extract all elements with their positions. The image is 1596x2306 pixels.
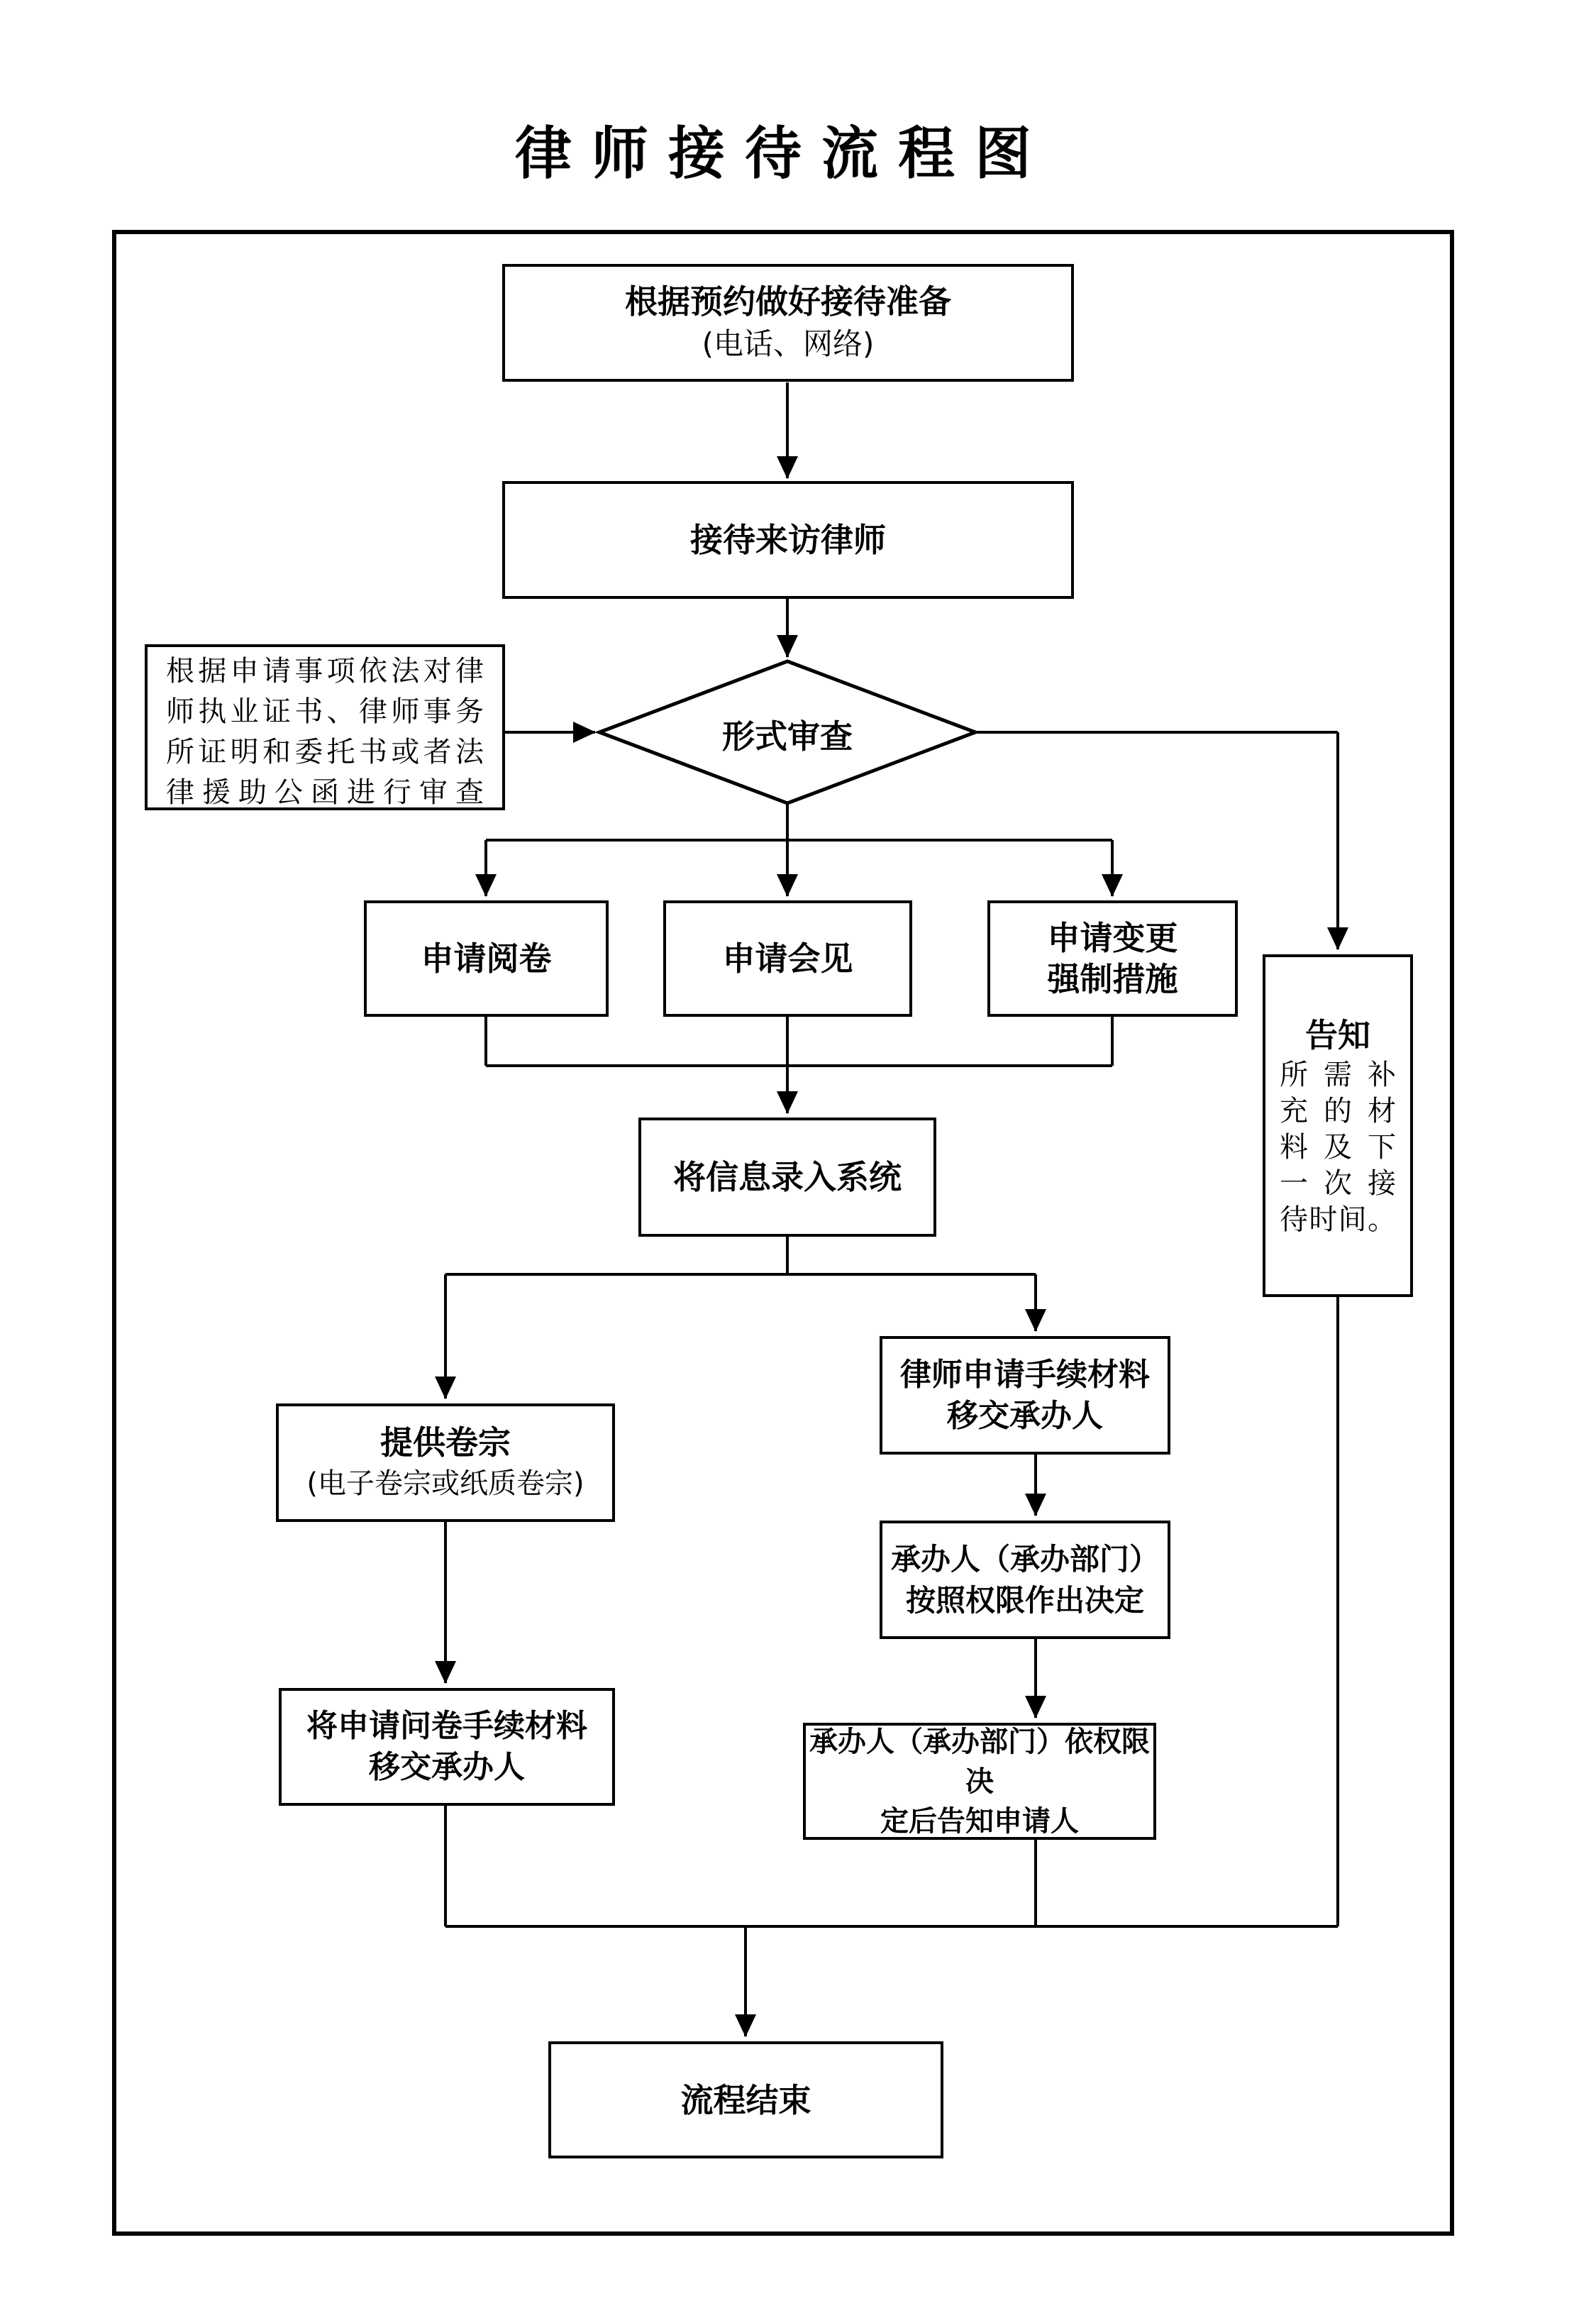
node-apply-change-line1: 申请变更: [1047, 919, 1178, 957]
node-notify-applicant-line1: 承办人（承办部门）依权限决: [809, 1725, 1150, 1798]
review-note-line2: 师执业证书、律师事务: [166, 695, 484, 728]
node-notify-title: 告知: [1305, 1016, 1370, 1054]
node-apply-change-line2: 强制措施: [1047, 960, 1178, 998]
node-transfer-review-line2: 移交承办人: [369, 1749, 525, 1785]
node-make-decision-line2: 按照权限作出决定: [905, 1582, 1144, 1618]
review-note-line1: 根据申请事项依法对律: [166, 655, 484, 688]
node-make-decision-line1: 承办人（承办部门）: [890, 1541, 1159, 1577]
node-prepare-line2: (电话、网络): [702, 326, 875, 361]
node-notify-applicant-line2: 定后告知申请人: [880, 1804, 1079, 1838]
node-end: [548, 2041, 943, 2158]
node-transfer-materials-line1: 律师申请手续材料: [900, 1356, 1150, 1393]
node-provide-files: [276, 1403, 615, 1522]
node-input-system: [638, 1118, 936, 1237]
review-note-line4: 律援助公函进行审查: [166, 776, 484, 809]
node-notify-line2: 充的材: [1280, 1095, 1396, 1127]
node-decision-label: 形式审查: [722, 717, 853, 756]
node-transfer-review: [279, 1688, 615, 1806]
node-provide-files-line1: 提供卷宗: [380, 1423, 511, 1462]
node-transfer-materials: [880, 1336, 1170, 1455]
node-receive: [502, 481, 1074, 599]
node-transfer-review-line1: 将申请问卷手续材料: [306, 1708, 587, 1744]
node-apply-review: [364, 900, 609, 1017]
node-review-note: [145, 644, 505, 810]
node-transfer-materials-line2: 移交承办人: [947, 1397, 1103, 1434]
node-apply-review-label: 申请阅卷: [421, 939, 552, 978]
node-notify-line5: 待时间。: [1280, 1203, 1396, 1236]
node-end-label: 流程结束: [680, 2080, 811, 2119]
node-apply-meeting-label: 申请会见: [722, 939, 853, 978]
node-receive-label: 接待来访律师: [690, 521, 886, 559]
review-note-line3: 所证明和委托书或者法: [166, 736, 484, 768]
node-notify-applicant: [803, 1723, 1156, 1840]
node-prepare-line1: 根据预约做好接待准备: [625, 282, 951, 321]
node-prepare: [502, 264, 1074, 382]
node-notify-line4: 一次接: [1280, 1167, 1396, 1200]
node-notify-line3: 料及下: [1280, 1131, 1396, 1164]
node-apply-change: [987, 900, 1238, 1017]
node-apply-meeting: [663, 900, 912, 1017]
node-make-decision: [880, 1521, 1170, 1639]
node-notify: [1263, 954, 1413, 1297]
node-provide-files-line2: (电子卷宗或纸质卷宗): [306, 1467, 584, 1500]
node-input-system-label: 将信息录入系统: [673, 1158, 902, 1196]
node-notify-line1: 所需补: [1280, 1059, 1396, 1091]
page-title: 律师接待流程图: [515, 121, 1051, 187]
